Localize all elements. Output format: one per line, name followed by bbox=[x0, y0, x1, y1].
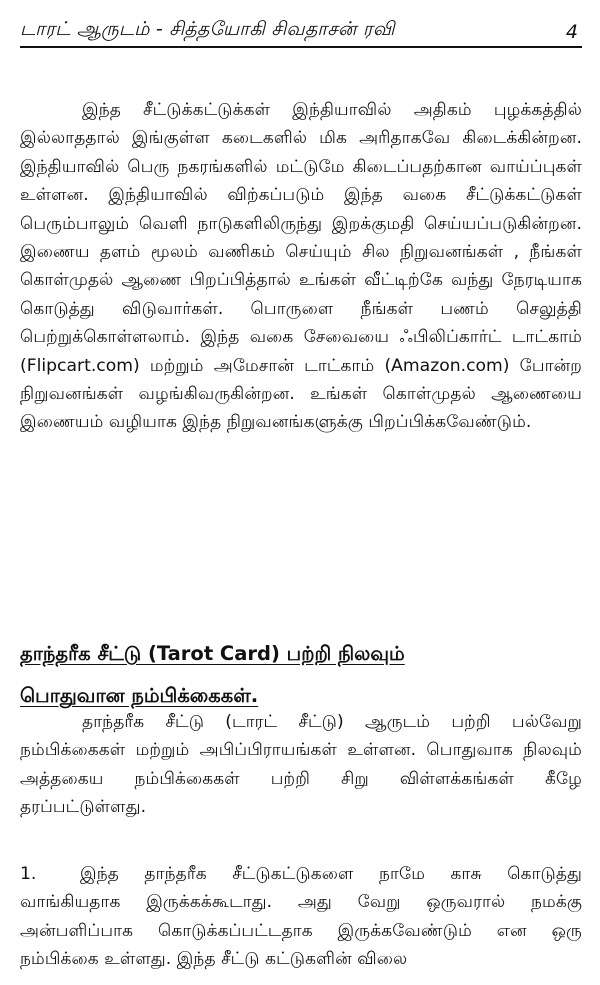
paragraph-availability: இந்த சீட்டுக்கட்டுக்கள் இந்தியாவில் அதிகம் புழக்கத்தில் இல்லாததால் இங்குள்ள கடைகளில் மிக அரிதாகவே கிடைக்கின்றன. இந்தியாவில் பெரு நகரங்களில் மட்டுமே கிடைப்பதற்கான வாய்ப்புகள் உள்ளன. இந்தியாவில் விற்கப்படும் இந்த வகை சீட்டுக்கட்டுகள் பெரும்பாலும் வெளி நாடுகளிலிருந்து இறக்குமதி செய்யப்படுகின்றன. இணைய தளம் மூலம் வணிகம் செய்யும் சில நிறுவனங்கள் , நீங்கள் கொள்முதல் ஆணை பிறப்பித்தால் உங்கள் வீட்டிற்கே வந்து நேரடியாக கொடுத்து விடுவார்கள். பொருளை நீங்கள் பணம் செலுத்தி பெற்றுக்கொள்ளலாம். இந்த வகை சேவையை ஃபிலிப்கார்ட் டாட்காம் (Flipcart.com) மற்றும் அமேசான் டாட்காம் (Amazon.com) போன்ற நிறுவனங்கள் வழங்கிவருகின்றன. உங்கள் கொள்முதல் ஆணையை இணையம் வழியாக இந்த நிறுவனங்களுக்கு பிறப்பிக்கவேண்டும். bbox=[20, 100, 582, 433]
item-number: 1. bbox=[20, 864, 37, 884]
paragraph-beliefs-intro: தாந்தரீக சீட்டு (டாரட் சீட்டு) ஆருடம் பற்றி பல்வேறு நம்பிக்கைகள் மற்றும் அபிப்பிராயங்கள் உள்ளன. பொதுவாக நிலவும் அத்தகைய நம்பிக்கைகள் பற்றி சிறு விள்ளக்கங்கள் கீழே தரப்பட்டுள்ளது. bbox=[20, 712, 582, 818]
page-number: 4 bbox=[565, 21, 578, 43]
numbered-item-1 bbox=[20, 860, 582, 974]
page-header bbox=[20, 14, 582, 48]
section-heading-line-1: தாந்தரீக சீட்டு (Tarot Card) பற்றி நிலவும் bbox=[20, 642, 405, 665]
item-text: இந்த தாந்தரீக சீட்டுகட்டுகளை நாமே காசு கொடுத்து வாங்கியதாக இருக்கக்கூடாது. அது வேறு ஒருவரால் நமக்கு அன்பளிப்பாக கொடுக்கப்பட்டதாக இருக்கவேண்டும் என ஒரு நம்பிக்கை உள்ளது. இந்த சீட்டு கட்டுகளின் விலை bbox=[20, 864, 582, 970]
section-heading-line-2: பொதுவான நம்பிக்கைகள். bbox=[20, 684, 259, 707]
running-title: டாரட் ஆருடம் - சித்தயோகி சிவதாசன் ரவி bbox=[20, 18, 395, 40]
